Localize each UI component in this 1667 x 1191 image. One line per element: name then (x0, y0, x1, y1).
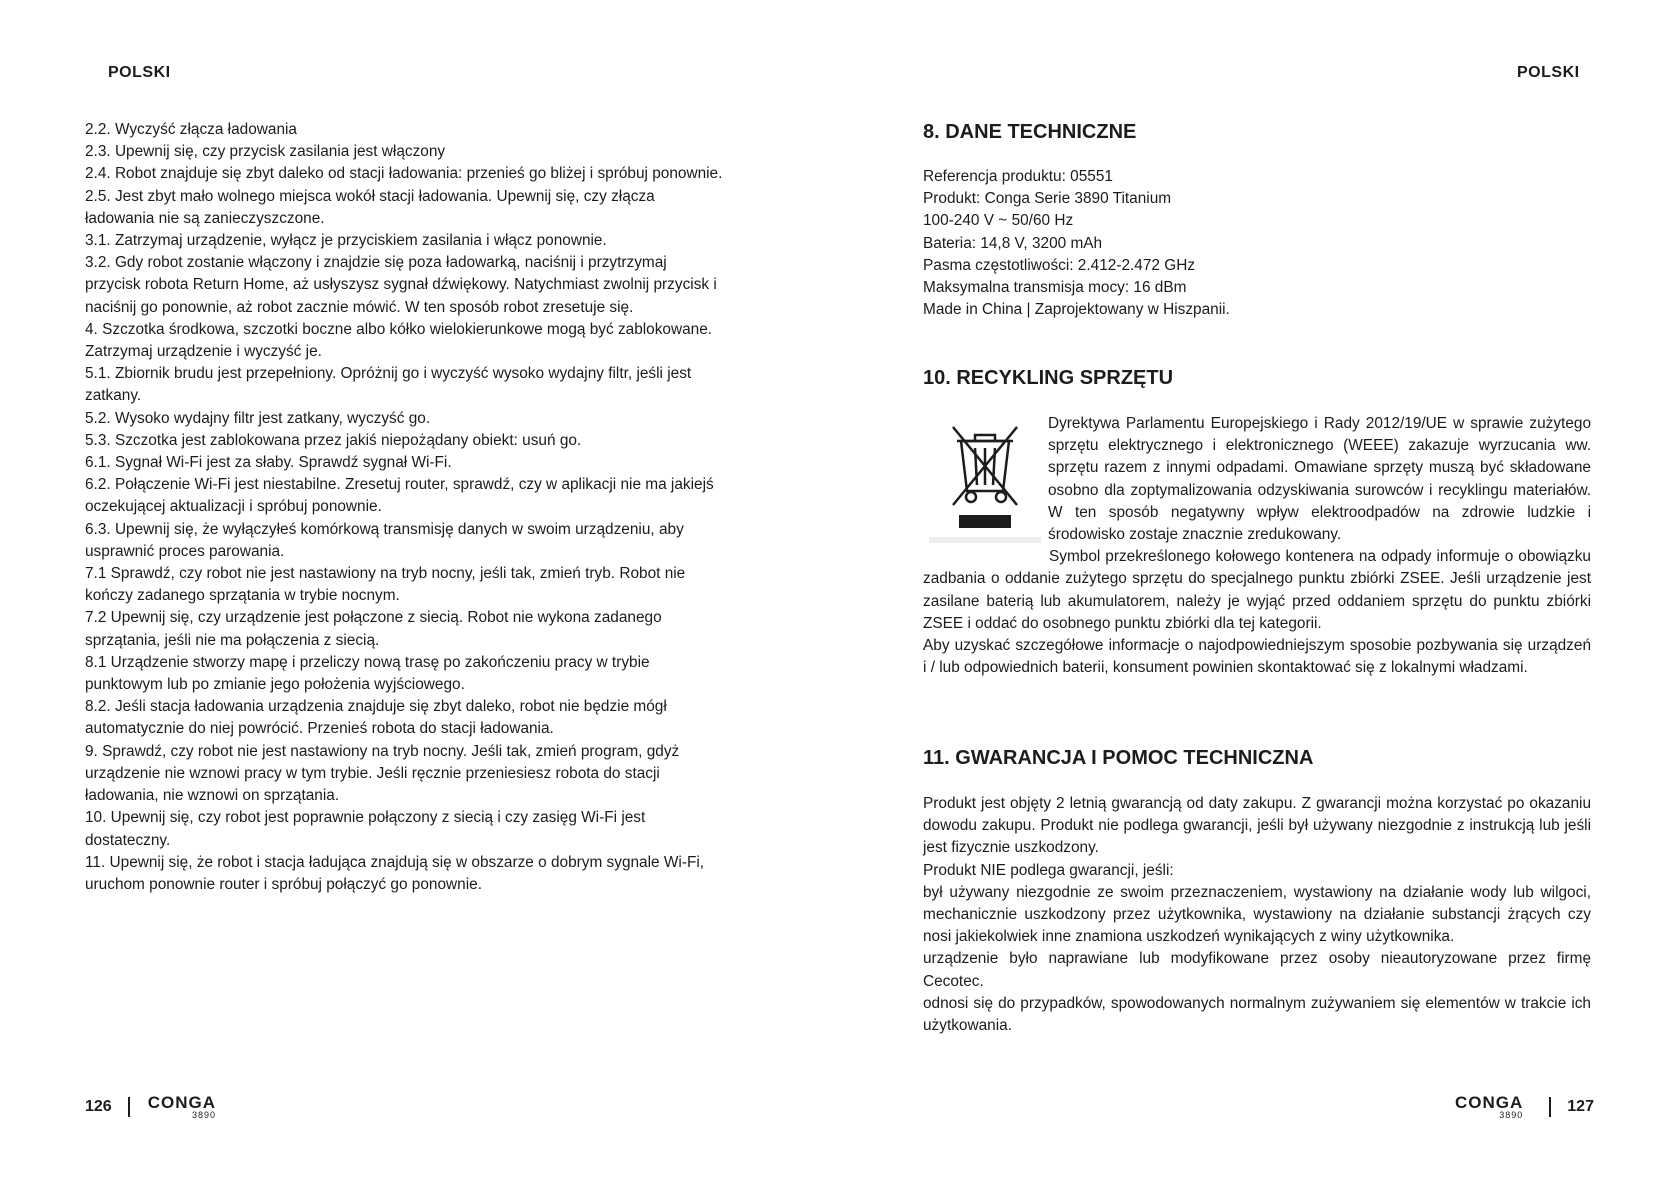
recycling-paragraph: Dyrektywa Parlamentu Europejskiego i Rady 2012/19/UE w sprawie zużytego sprzętu elektrycznego i elektronicznego (WEEE) zakazuje wyrzucania ww. sprzętu razem z innymi odpadami. Omawiane sprzęty muszą być składowane osobno dla zoptymalizowania odzyskiwania surowców i recyklingu materiałów. W ten sposób negatywny wpływ elektroodpadów na zdrowie ludzkie i środowisko zostaje znacznie zredukowany. (1048, 415, 1591, 544)
list-line: uruchom ponownie router i spróbuj połączyć go ponownie. (85, 875, 482, 893)
list-line: naciśnij go ponownie, aż robot zacznie mówić. W ten sposób robot zresetuje się. (85, 298, 634, 316)
list-line: 2.5. Jest zbyt mało wolnego miejsca wokół stacji ładowania. Upewnij się, czy złącza (85, 187, 655, 205)
logo-model: 3890 (1499, 1110, 1524, 1120)
troubleshooting-list (85, 119, 765, 896)
spec-item: Pasma częstotliwości: 2.412-2.472 GHz (923, 256, 1196, 274)
list-line: 8.2. Jeśli stacja ładowania urządzenia znajduje się zbyt daleko, robot nie będzie mógł (85, 698, 667, 716)
recycling-body (923, 413, 1591, 679)
specs-list (923, 166, 1230, 321)
footer-right (1455, 1094, 1594, 1120)
logo-word: CONGA (147, 1093, 216, 1112)
list-line: Zatrzymaj urządzenie i wyczyść je. (85, 343, 322, 361)
warranty-paragraph: Produkt NIE podlega gwarancji, jeśli: (923, 861, 1174, 879)
list-line: dostateczny. (85, 831, 171, 849)
list-line: 3.1. Zatrzymaj urządzenie, wyłącz je przyciskiem zasilania i włącz ponownie. (85, 232, 607, 250)
list-line: 2.4. Robot znajduje się zbyt daleko od stacji ładowania: przenieś go bliżej i spróbuj ponownie. (85, 165, 723, 183)
spec-item: 100-240 V ~ 50/60 Hz (923, 212, 1074, 230)
list-line: 5.3. Szczotka jest zablokowana przez jakiś niepożądany obiekt: usuń go. (85, 431, 582, 449)
list-line: 3.2. Gdy robot zostanie włączony i znajdzie się poza ładowarką, naciśnij i przytrzymaj (85, 254, 667, 272)
page-number-right: 127 (1567, 1098, 1594, 1115)
list-line: 10. Upewnij się, czy robot jest poprawnie połączony z siecią i czy zasięg Wi-Fi jest (85, 809, 646, 827)
warranty-paragraph: był używany niezgodnie ze swoim przeznaczeniem, wystawiony na działanie wody lub wilgoci, mechanicznie uszkodzony przez użytkownika, wystawiony na działanie substancji żrących czy nosi jakiekolwiek inne znamiona uszkodzeń wynikających z winy użytkownika. (923, 883, 1591, 946)
warranty-paragraph: urządzenie było naprawiane lub modyfikowane przez osoby nieautoryzowane przez firmę Cecotec. (923, 950, 1591, 990)
list-line: zatkany. (85, 387, 142, 405)
list-line: urządzenie nie wznowi pracy w tym trybie. Jeśli ręcznie przeniesiesz robota do stacji (85, 764, 660, 782)
conga-logo (148, 1094, 216, 1120)
list-line: 5.1. Zbiornik brudu jest przepełniony. Opróżnij go i wyczyść wysoko wydajny filtr, jeśli jest (85, 365, 692, 383)
list-line: przycisk robota Return Home, aż usłyszysz sygnał dźwiękowy. Natychmiast zwolnij przycisk i (85, 276, 717, 294)
list-line: 5.2. Wysoko wydajny filtr jest zatkany, wyczyść go. (85, 409, 431, 427)
spec-item: Referencja produktu: 05551 (923, 168, 1113, 185)
recycling-paragraph: Symbol przekreślonego kołowego kontenera na odpady informuje o obowiązku zadbania o oddanie zużytego sprzętu do specjalnego punktu zbiórki ZSEE. Jeśli urządzenie jest zasilane baterią lub akumulatorem, należy je wyjąć przed oddaniem sprzętu do punktu zbiórki ZSEE i oddać do osobnego punktu zbiórki dla tej kategorii. (923, 548, 1591, 632)
spec-item: Made in China | Zaprojektowany w Hiszpanii. (923, 301, 1230, 319)
list-line: 9. Sprawdź, czy robot nie jest nastawiony na tryb nocny. Jeśli tak, zmień program, gdyż (85, 742, 680, 760)
footer-left (85, 1094, 216, 1120)
list-line: usprawnić proces parowania. (85, 542, 285, 560)
list-line: ładowania, nie wznowi on sprzątania. (85, 787, 340, 805)
section-title-specs: 8. DANE TECHNICZNE (923, 121, 1137, 143)
header-language-right: POLSKI (1517, 64, 1580, 81)
logo-model: 3890 (191, 1110, 216, 1120)
section-title-recycling: 10. RECYKLING SPRZĘTU (923, 367, 1174, 389)
list-line: oczekującej aktualizacji i spróbuj ponownie. (85, 498, 382, 516)
spec-item: Produkt: Conga Serie 3890 Titanium (923, 190, 1172, 208)
list-line: punktowym lub po zmianie jego położenia wyjściowego. (85, 676, 465, 694)
spec-item: Maksymalna transmisja mocy: 16 dBm (923, 279, 1187, 297)
conga-logo (1455, 1094, 1523, 1120)
list-line: ładowania nie są zanieczyszczone. (85, 209, 325, 227)
list-line: 8.1 Urządzenie stworzy mapę i przeliczy nową trasę po zakończeniu pracy w trybie (85, 653, 650, 671)
list-line: 2.2. Wyczyść złącza ładowania (85, 121, 297, 138)
list-line: 6.1. Sygnał Wi-Fi jest za słaby. Sprawdź sygnał Wi-Fi. (85, 454, 452, 472)
logo-word: CONGA (1455, 1093, 1524, 1112)
warranty-paragraph: Produkt jest objęty 2 letnią gwarancją od daty zakupu. Z gwarancji można korzystać po okazaniu dowodu zakupu. Produkt nie podlega gwarancji, jeśli był używany niezgodnie z instrukcją lub jeśli jest fizycznie uszkodzony. (923, 795, 1591, 857)
list-line: sprzątania, jeśli nie ma połączenia z siecią. (85, 631, 380, 649)
section-title-warranty: 11. GWARANCJA I POMOC TECHNICZNA (923, 747, 1314, 769)
warranty-body (923, 793, 1591, 1037)
footer-divider (128, 1097, 130, 1117)
page-number-left: 126 (85, 1098, 112, 1115)
list-line: kończy zadanego sprzątania w trybie nocnym. (85, 587, 400, 605)
list-line: automatycznie do niej powrócić. Przenieś robota do stacji ładowania. (85, 720, 554, 738)
spec-item: Bateria: 14,8 V, 3200 mAh (923, 234, 1103, 252)
list-line: 11. Upewnij się, że robot i stacja ładująca znajdują się w obszarze o dobrym sygnale Wi-Fi, (85, 853, 705, 871)
list-line: 6.2. Połączenie Wi-Fi jest niestabilne. Zresetuj router, sprawdź, czy w aplikacji nie ma jakiejś (85, 476, 714, 494)
footer-divider (1549, 1097, 1551, 1117)
warranty-paragraph: odnosi się do przypadków, spowodowanych normalnym zużywaniem się elementów w trakcie ich użytkowania. (923, 994, 1591, 1035)
list-line: 6.3. Upewnij się, że wyłączyłeś komórkową transmisję danych w swoim urządzeniu, aby (85, 520, 684, 538)
list-line: 7.2 Upewnij się, czy urządzenie jest połączone z siecią. Robot nie wykona zadanego (85, 609, 662, 627)
recycling-paragraph: Aby uzyskać szczegółowe informacje o najodpowiedniejszym sposobie pozbywania się urządzeń i / lub odpowiednich baterii, konsument powinien skontaktować się z lokalnymi władzami. (923, 637, 1591, 677)
list-line: 4. Szczotka środkowa, szczotki boczne albo kółko wielokierunkowe mogą być zablokowane. (85, 320, 713, 338)
crossed-out-wheelie-bin-icon (923, 413, 1048, 546)
list-line: 7.1 Sprawdź, czy robot nie jest nastawiony na tryb nocny, jeśli tak, zmień tryb. Robot nie (85, 565, 686, 583)
header-language-left: POLSKI (108, 64, 171, 81)
list-line: 2.3. Upewnij się, czy przycisk zasilania jest włączony (85, 143, 446, 161)
